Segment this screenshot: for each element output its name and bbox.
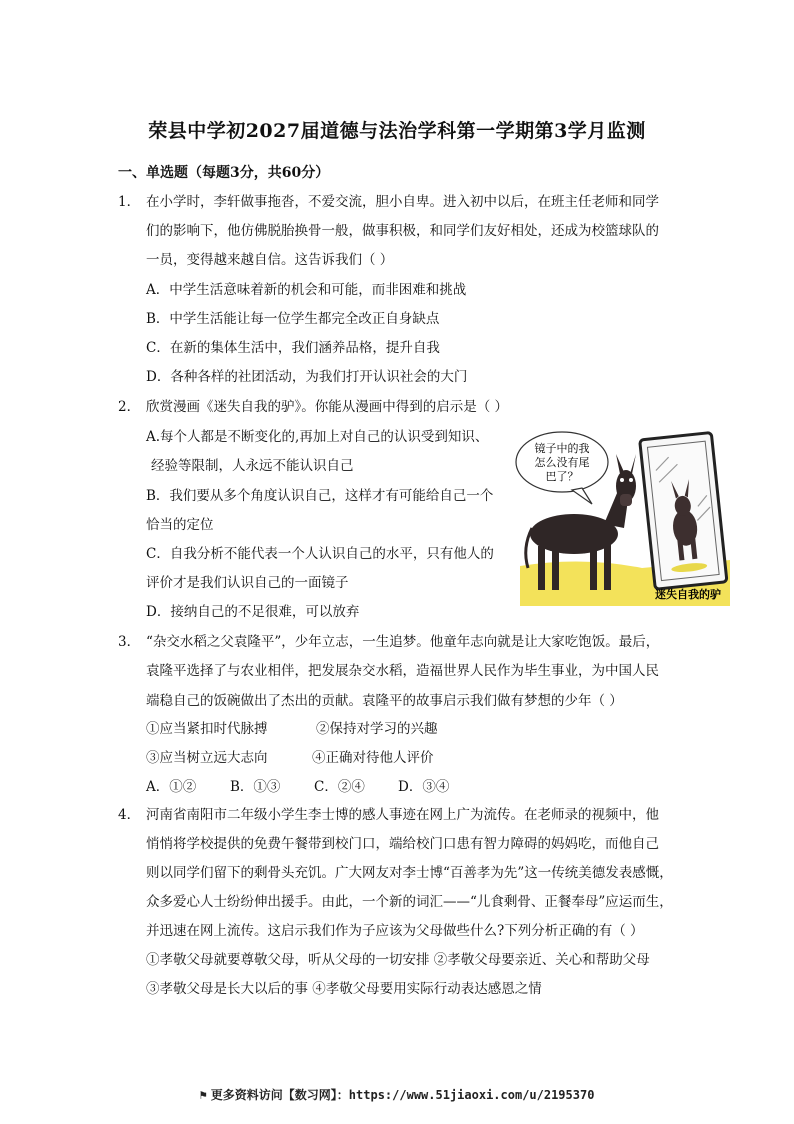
bubble-line-1: 镜子中的我	[534, 442, 590, 455]
footer-link[interactable]	[0, 1086, 794, 1103]
question-4-line-2: 悄悄将学校提供的免费午餐带到校门口，端给校门口患有智力障碍的妈妈吃，而他自己	[146, 836, 659, 852]
cartoon-caption: 迷失自我的驴	[655, 588, 721, 601]
question-2-option-c-2: 评价才是我们认识自己的一面镜子	[146, 575, 349, 591]
footer-text: 更多资料访问【数习网】：https://www.51jiaoxi.com/u/2195370	[210, 1088, 595, 1102]
question-4-number: 4．	[118, 807, 141, 823]
question-2-option-c-1: C．自我分析不能代表一个人认识自己的水平，只有他人的	[146, 546, 494, 562]
question-3-option-b: B．①③	[230, 779, 281, 795]
question-3-option-d: D．③④	[398, 779, 450, 795]
question-4-items-row-1: ①孝敬父母就要尊敬父母，听从父母的一切安排 ②孝敬父母要亲近、关心和帮助父母	[146, 952, 650, 968]
question-4-line-1	[118, 806, 659, 824]
question-3-option-a: A．①②	[146, 779, 197, 795]
question-3-line-3: 端稳自己的饭碗做出了杰出的贡献。袁隆平的故事启示我们做有梦想的少年（ ）	[146, 693, 623, 709]
question-3-number: 3．	[118, 634, 141, 650]
question-4-items-row-2: ③孝敬父母是长大以后的事 ④孝敬父母要用实际行动表达感恩之情	[146, 981, 542, 997]
question-4-stem: 河南省南阳市二年级小学生李士博的感人事迹在网上广为流传。在老师录的视频中，他	[146, 807, 659, 823]
question-1-stem: 在小学时，李轩做事拖沓，不爱交流，胆小自卑。进入初中以后，在班主任老师和同学	[146, 194, 659, 210]
page-title: 荣县中学初2027届道德与法治学科第一学期第3学月监测	[148, 120, 646, 142]
question-2-option-b-1: B．我们要从多个角度认识自己，这样才有可能给自己一个	[146, 488, 494, 504]
section-heading: 一、单选题（每题3分，共60分）	[118, 165, 330, 181]
question-4-line-5: 并迅速在网上流传。这启示我们作为子应该为父母做些什么?下列分析正确的有（ ）	[146, 923, 644, 939]
question-2-option-a-2: 经验等限制，人永远不能认识自己	[151, 458, 354, 474]
question-2-stem: 欣赏漫画《迷失自我的驴》。你能从漫画中得到的启示是（ ）	[146, 399, 509, 415]
flag-icon: ⚑	[199, 1088, 207, 1102]
cartoon-lost-donkey	[512, 428, 734, 608]
question-1-option-d: D．各种各样的社团活动，为我们打开认识社会的大门	[146, 369, 468, 385]
question-3-item-2: ②保持对学习的兴趣	[316, 721, 438, 737]
question-4-line-4: 众多爱心人士纷纷伸出援手。由此，一个新的词汇——“儿食剩骨、正餐奉母”应运而生，	[146, 894, 673, 910]
question-2-option-d: D．接纳自己的不足很难，可以放弃	[146, 604, 360, 620]
question-1-option-c: C．在新的集体生活中，我们涵养品格，提升自我	[146, 340, 440, 356]
bubble-line-2: 怎么没有尾	[534, 456, 590, 469]
question-3-item-3: ③应当树立远大志向	[146, 750, 268, 766]
question-3-option-c: C．②④	[314, 779, 365, 795]
question-2-number: 2．	[118, 399, 141, 415]
question-1-number: 1．	[118, 194, 141, 210]
question-1-option-a: A．中学生活意味着新的机会和可能，而非困难和挑战	[146, 282, 467, 298]
question-2-option-a-1: A.每个人都是不断变化的,再加上对自己的认识受到知识、	[146, 429, 489, 445]
question-1-line-3: 一员，变得越来越自信。这告诉我们（ ）	[146, 252, 394, 268]
question-3-item-1: ①应当紧扣时代脉搏	[146, 721, 268, 737]
question-2-line-1	[118, 398, 508, 416]
question-3-stem: “杂交水稻之父袁隆平”，少年立志，一生追梦。他童年志向就是让大家吃饱饭。最后，	[146, 634, 660, 650]
question-3-item-4: ④正确对待他人评价	[312, 750, 434, 766]
question-1-line-2: 们的影响下，他仿佛脱胎换骨一般，做事积极，和同学们友好相处，还成为校篮球队的	[146, 223, 659, 239]
bubble-line-3: 巴了？	[545, 470, 579, 483]
question-1-line-1	[118, 193, 659, 211]
cartoon-illustration	[512, 428, 734, 608]
question-2-option-b-2: 恰当的定位	[146, 517, 214, 533]
question-4-line-3: 则以同学们留下的剩骨头充饥。广大网友对李士博“百善孝为先”这一传统美德发表感慨，	[146, 865, 673, 881]
question-3-line-1	[118, 633, 659, 651]
question-1-option-b: B．中学生活能让每一位学生都完全改正自身缺点	[146, 311, 440, 327]
question-3-line-2: 袁隆平选择了与农业相伴，把发展杂交水稻，造福世界人民作为毕生事业，为中国人民	[146, 663, 659, 679]
